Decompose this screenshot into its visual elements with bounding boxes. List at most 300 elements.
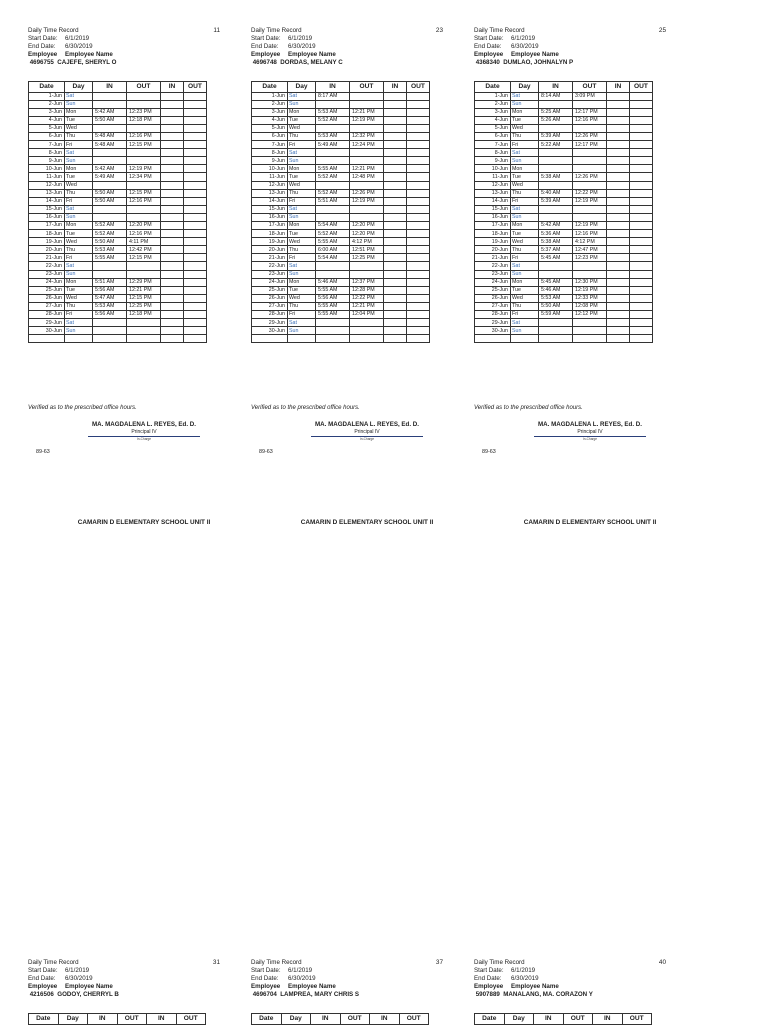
day-cell: Wed — [288, 238, 316, 246]
day-cell: Wed — [288, 181, 316, 189]
dtr-title: Daily Time Record — [474, 959, 525, 966]
table-row — [475, 311, 653, 319]
dtr-header — [474, 27, 674, 75]
time-out-pm-cell — [184, 141, 207, 149]
time-in-cell — [316, 270, 350, 278]
date-cell: 6-Jun — [29, 132, 65, 140]
table-row — [29, 132, 207, 140]
time-out-pm-cell — [630, 278, 653, 286]
date-cell: 5-Jun — [475, 124, 511, 132]
signatory-incharge: In-Charge — [582, 437, 598, 441]
time-in-pm-cell — [161, 108, 184, 116]
time-in-pm-cell — [607, 205, 630, 213]
time-in-pm-cell — [607, 165, 630, 173]
time-out-cell — [127, 92, 161, 100]
date-cell: 25-Jun — [252, 286, 288, 294]
day-cell: Fri — [511, 311, 539, 319]
time-in-pm-cell — [607, 213, 630, 221]
time-out-pm-cell — [184, 116, 207, 124]
date-cell: 13-Jun — [252, 189, 288, 197]
time-in-cell: 5:52 AM — [93, 230, 127, 238]
table-row — [252, 197, 430, 205]
table-row — [252, 327, 430, 335]
time-in-cell — [539, 319, 573, 327]
time-in-pm-cell — [384, 213, 407, 221]
time-in-pm-cell — [384, 189, 407, 197]
table-row — [252, 286, 430, 294]
day-cell: Wed — [288, 124, 316, 132]
time-out-cell: 12:26 PM — [350, 189, 384, 197]
time-out-pm-cell — [630, 149, 653, 157]
date-cell: 30-Jun — [29, 327, 65, 335]
table-row — [252, 205, 430, 213]
time-out-cell: 12:19 PM — [127, 165, 161, 173]
time-out-pm-cell — [407, 294, 430, 302]
time-in-pm-cell — [161, 124, 184, 132]
time-in-cell: 5:52 AM — [316, 116, 350, 124]
time-out-cell: 12:19 PM — [573, 197, 607, 205]
col-out: OUT — [563, 1014, 593, 1025]
time-out-pm-cell — [630, 173, 653, 181]
time-out-cell — [127, 327, 161, 335]
date-cell: 25-Jun — [475, 286, 511, 294]
time-in-cell — [93, 124, 127, 132]
time-out-pm-cell — [630, 238, 653, 246]
date-cell: 6-Jun — [475, 132, 511, 140]
time-out-cell — [127, 100, 161, 108]
day-cell: Thu — [288, 189, 316, 197]
time-in-pm-cell — [384, 246, 407, 254]
table-row — [29, 278, 207, 286]
time-out-cell: 12:15 PM — [127, 189, 161, 197]
dtr-title: Daily Time Record — [28, 27, 79, 34]
time-in-pm-cell — [607, 100, 630, 108]
day-cell: Thu — [65, 132, 93, 140]
time-in-cell: 5:53 AM — [93, 246, 127, 254]
time-out-pm-cell — [407, 278, 430, 286]
day-cell: Sat — [65, 262, 93, 270]
date-cell: 27-Jun — [475, 302, 511, 310]
time-in-cell: 5:53 AM — [316, 132, 350, 140]
time-in-cell — [316, 262, 350, 270]
dtr-card-5 — [251, 959, 451, 1023]
time-in-pm-cell — [384, 278, 407, 286]
time-out-cell — [350, 270, 384, 278]
time-out-cell: 12:16 PM — [127, 197, 161, 205]
day-cell: Sun — [288, 327, 316, 335]
time-in-cell: 5:55 AM — [316, 302, 350, 310]
time-in-cell — [93, 149, 127, 157]
table-row — [475, 327, 653, 335]
time-out-cell — [127, 319, 161, 327]
table-row — [29, 157, 207, 165]
time-out-cell: 12:26 PM — [573, 173, 607, 181]
table-row — [475, 254, 653, 262]
date-cell: 9-Jun — [475, 157, 511, 165]
time-out-cell — [127, 270, 161, 278]
verified-note: Verified as to the prescribed office hours. — [251, 405, 360, 411]
table-row — [29, 230, 207, 238]
time-out-pm-cell — [407, 157, 430, 165]
col-in: IN — [534, 1014, 564, 1025]
time-in-cell: 5:36 AM — [539, 230, 573, 238]
form-code: 89-63 — [36, 449, 50, 455]
time-in-pm-cell — [607, 230, 630, 238]
end-date-label: End Date: — [251, 43, 279, 50]
table-row-blank — [29, 335, 207, 343]
col-in: IN — [311, 1014, 341, 1025]
day-cell: Wed — [288, 294, 316, 302]
table-row — [475, 92, 653, 100]
dtr-table-header — [251, 1013, 429, 1025]
date-cell: 22-Jun — [29, 262, 65, 270]
table-row — [475, 262, 653, 270]
time-in-pm-cell — [161, 141, 184, 149]
time-in-cell — [316, 181, 350, 189]
table-row — [29, 124, 207, 132]
dtr-header — [28, 27, 228, 75]
time-in-cell: 5:50 AM — [93, 189, 127, 197]
table-row — [29, 222, 207, 230]
table-row — [29, 116, 207, 124]
time-in-cell — [316, 149, 350, 157]
time-in-pm-cell — [607, 278, 630, 286]
time-out-pm-cell — [630, 108, 653, 116]
time-in-pm-cell — [161, 230, 184, 238]
time-in-pm-cell — [161, 116, 184, 124]
date-cell: 10-Jun — [252, 165, 288, 173]
date-cell: 12-Jun — [252, 181, 288, 189]
time-in-pm-cell — [384, 222, 407, 230]
employee-id: 4696704 — [252, 991, 277, 998]
time-out-cell — [127, 213, 161, 221]
time-in-cell: 5:47 AM — [93, 294, 127, 302]
col-day: Day — [58, 1014, 88, 1025]
time-out-pm-cell — [630, 157, 653, 165]
time-in-cell: 5:50 AM — [93, 197, 127, 205]
time-in-pm-cell — [384, 92, 407, 100]
time-in-cell: 5:52 AM — [93, 222, 127, 230]
employee-label: Employee — [28, 983, 58, 990]
school-name: CAMARIN D ELEMENTARY SCHOOL UNIT II — [77, 519, 211, 526]
time-in-cell: 5:55 AM — [316, 238, 350, 246]
date-cell: 4-Jun — [252, 116, 288, 124]
time-out-pm-cell — [184, 181, 207, 189]
col-in: IN — [316, 82, 350, 93]
date-cell: 19-Jun — [29, 238, 65, 246]
date-cell: 22-Jun — [475, 262, 511, 270]
day-cell: Sat — [288, 205, 316, 213]
time-in-pm-cell — [607, 132, 630, 140]
table-row — [29, 173, 207, 181]
table-row — [252, 189, 430, 197]
time-in-cell: 5:55 AM — [93, 254, 127, 262]
time-out-cell: 12:21 PM — [350, 165, 384, 173]
date-cell: 4-Jun — [475, 116, 511, 124]
time-out-pm-cell — [184, 286, 207, 294]
time-in-pm-cell — [384, 262, 407, 270]
time-in-cell: 6:00 AM — [316, 246, 350, 254]
date-cell: 2-Jun — [252, 100, 288, 108]
time-in-pm-cell — [384, 230, 407, 238]
time-out-cell: 12:23 PM — [127, 108, 161, 116]
signatory-position: Principal IV — [577, 429, 603, 435]
time-out-cell: 12:12 PM — [573, 311, 607, 319]
day-cell: Fri — [65, 141, 93, 149]
date-cell: 9-Jun — [29, 157, 65, 165]
time-out-pm-cell — [184, 132, 207, 140]
time-out-pm-cell — [630, 213, 653, 221]
dtr-header — [251, 27, 451, 75]
day-cell: Sat — [511, 205, 539, 213]
dtr-title: Daily Time Record — [28, 959, 79, 966]
day-cell: Sun — [511, 270, 539, 278]
time-out-cell — [350, 149, 384, 157]
date-cell: 26-Jun — [29, 294, 65, 302]
start-date-value: 6/1/2019 — [511, 35, 536, 42]
time-in-pm-cell — [607, 311, 630, 319]
day-cell: Sun — [511, 100, 539, 108]
table-row — [29, 108, 207, 116]
time-out-pm-cell — [630, 294, 653, 302]
time-out-cell: 12:47 PM — [573, 246, 607, 254]
time-out-pm-cell — [630, 286, 653, 294]
time-in-pm-cell — [161, 238, 184, 246]
time-out-pm-cell — [630, 92, 653, 100]
employee-id: 5907889 — [475, 991, 500, 998]
time-in-pm-cell — [607, 124, 630, 132]
employee-name: LAMPREA, MARY CHRIS S — [280, 991, 360, 998]
table-row — [475, 278, 653, 286]
time-in-cell: 5:42 AM — [539, 222, 573, 230]
time-in-pm-cell — [384, 197, 407, 205]
time-out-cell: 12:22 PM — [350, 294, 384, 302]
day-cell: Sun — [288, 213, 316, 221]
time-in-cell — [93, 270, 127, 278]
day-cell: Thu — [511, 246, 539, 254]
end-date-value: 6/30/2019 — [65, 975, 93, 982]
table-row — [252, 141, 430, 149]
employee-id: 4368340 — [475, 59, 500, 66]
start-date-value: 6/1/2019 — [65, 35, 90, 42]
signatory-position: Principal IV — [354, 429, 380, 435]
table-row — [252, 181, 430, 189]
time-in-cell: 5:39 AM — [539, 132, 573, 140]
time-out-pm-cell — [184, 92, 207, 100]
time-in-pm-cell — [161, 173, 184, 181]
col-in: IN — [147, 1014, 177, 1025]
time-out-pm-cell — [184, 173, 207, 181]
end-date-value: 6/30/2019 — [65, 43, 93, 50]
table-row — [475, 294, 653, 302]
time-in-pm-cell — [161, 165, 184, 173]
time-out-pm-cell — [184, 238, 207, 246]
employee-label: Employee — [251, 983, 281, 990]
time-out-pm-cell — [407, 319, 430, 327]
date-cell: 2-Jun — [29, 100, 65, 108]
time-in-cell: 5:48 AM — [93, 132, 127, 140]
date-cell: 1-Jun — [252, 92, 288, 100]
time-in-pm-cell — [384, 327, 407, 335]
day-cell: Fri — [511, 197, 539, 205]
table-row — [252, 302, 430, 310]
time-in-cell — [539, 262, 573, 270]
day-cell: Tue — [65, 286, 93, 294]
time-in-cell: 5:50 AM — [539, 302, 573, 310]
date-cell: 12-Jun — [29, 181, 65, 189]
time-out-pm-cell — [407, 149, 430, 157]
time-out-pm-cell — [184, 270, 207, 278]
employee-name-label: Employee Name — [65, 983, 113, 990]
time-in-cell: 5:22 AM — [539, 141, 573, 149]
time-in-pm-cell — [607, 319, 630, 327]
time-out-pm-cell — [407, 173, 430, 181]
day-cell: Thu — [288, 132, 316, 140]
time-out-pm-cell — [184, 246, 207, 254]
time-in-cell — [93, 262, 127, 270]
employee-name: DORDAS, MELANY C — [280, 59, 343, 66]
time-out-pm-cell — [630, 270, 653, 278]
time-in-cell — [93, 327, 127, 335]
time-out-pm-cell — [630, 311, 653, 319]
time-in-cell: 5:51 AM — [93, 278, 127, 286]
col-day: Day — [65, 82, 93, 93]
date-cell: 1-Jun — [475, 92, 511, 100]
day-cell: Fri — [65, 311, 93, 319]
signature-block — [311, 421, 423, 441]
day-cell: Tue — [65, 116, 93, 124]
day-cell: Tue — [511, 116, 539, 124]
time-in-cell: 5:40 AM — [539, 189, 573, 197]
table-row — [252, 262, 430, 270]
col-out: OUT — [622, 1014, 652, 1025]
time-in-pm-cell — [161, 254, 184, 262]
day-cell: Wed — [65, 181, 93, 189]
time-out-cell: 12:16 PM — [127, 230, 161, 238]
col-date: Date — [475, 82, 511, 93]
date-cell: 2-Jun — [475, 100, 511, 108]
dtr-header — [474, 959, 674, 1007]
time-in-cell: 8:14 AM — [539, 92, 573, 100]
start-date-value: 6/1/2019 — [288, 967, 313, 974]
table-row — [475, 238, 653, 246]
dtr-table — [251, 81, 430, 343]
time-out-cell: 12:25 PM — [127, 302, 161, 310]
day-cell: Sun — [65, 327, 93, 335]
day-cell: Wed — [511, 181, 539, 189]
time-out-cell: 12:16 PM — [573, 116, 607, 124]
employee-name-label: Employee Name — [65, 51, 113, 58]
table-row — [29, 302, 207, 310]
time-in-cell: 5:50 AM — [93, 116, 127, 124]
date-cell: 13-Jun — [29, 189, 65, 197]
time-in-cell: 5:38 AM — [539, 238, 573, 246]
end-date-value: 6/30/2019 — [288, 43, 316, 50]
time-out-cell — [350, 213, 384, 221]
school-name: CAMARIN D ELEMENTARY SCHOOL UNIT II — [300, 519, 434, 526]
time-in-pm-cell — [384, 238, 407, 246]
time-in-pm-cell — [161, 181, 184, 189]
time-in-pm-cell — [384, 302, 407, 310]
start-date-value: 6/1/2019 — [288, 35, 313, 42]
time-in-cell: 5:46 AM — [316, 278, 350, 286]
col-date: Date — [29, 82, 65, 93]
time-in-pm-cell — [161, 294, 184, 302]
date-cell: 21-Jun — [29, 254, 65, 262]
time-out-pm-cell — [184, 311, 207, 319]
time-out-cell — [573, 327, 607, 335]
time-out-pm-cell — [407, 132, 430, 140]
table-row — [475, 246, 653, 254]
date-cell: 16-Jun — [252, 213, 288, 221]
time-in-cell: 5:54 AM — [316, 222, 350, 230]
time-out-pm-cell — [184, 222, 207, 230]
end-date-label: End Date: — [474, 43, 502, 50]
time-out-pm-cell — [407, 197, 430, 205]
date-cell: 18-Jun — [252, 230, 288, 238]
table-row — [29, 238, 207, 246]
end-date-value: 6/30/2019 — [511, 43, 539, 50]
time-in-cell: 5:56 AM — [316, 294, 350, 302]
table-row — [29, 286, 207, 294]
employee-name: MANALANG, MA. CORAZON Y — [503, 991, 593, 998]
day-cell: Mon — [511, 108, 539, 116]
date-cell: 26-Jun — [252, 294, 288, 302]
table-row — [29, 311, 207, 319]
time-in-pm-cell — [607, 302, 630, 310]
col-out: OUT — [630, 82, 653, 93]
table-row-blank — [475, 335, 653, 343]
time-in-pm-cell — [384, 173, 407, 181]
table-row — [252, 149, 430, 157]
time-out-pm-cell — [630, 181, 653, 189]
time-in-pm-cell — [607, 246, 630, 254]
time-in-pm-cell — [384, 319, 407, 327]
time-in-cell — [316, 124, 350, 132]
day-cell: Thu — [511, 189, 539, 197]
employee-label: Employee — [28, 51, 58, 58]
end-date-label: End Date: — [251, 975, 279, 982]
table-row — [29, 181, 207, 189]
time-in-pm-cell — [384, 141, 407, 149]
table-row — [475, 189, 653, 197]
time-in-pm-cell — [161, 92, 184, 100]
time-out-cell — [127, 157, 161, 165]
day-cell: Wed — [511, 124, 539, 132]
dtr-table-header — [28, 1013, 206, 1025]
col-in: IN — [593, 1014, 623, 1025]
table-row — [29, 165, 207, 173]
date-cell: 10-Jun — [29, 165, 65, 173]
form-code: 89-63 — [259, 449, 273, 455]
time-out-pm-cell — [184, 157, 207, 165]
time-in-pm-cell — [161, 327, 184, 335]
date-cell: 19-Jun — [475, 238, 511, 246]
table-row — [29, 149, 207, 157]
time-out-pm-cell — [184, 197, 207, 205]
time-out-cell: 12:30 PM — [573, 278, 607, 286]
time-in-pm-cell — [161, 189, 184, 197]
day-cell: Mon — [65, 108, 93, 116]
employee-name: GODOY, CHERRYL B — [57, 991, 119, 998]
time-in-cell: 5:39 AM — [539, 197, 573, 205]
table-row — [475, 270, 653, 278]
signatory-name: MA. MAGDALENA L. REYES, Ed. D. — [315, 421, 419, 428]
time-out-pm-cell — [630, 132, 653, 140]
time-in-pm-cell — [161, 286, 184, 294]
day-cell: Sat — [65, 149, 93, 157]
verified-note: Verified as to the prescribed office hours. — [474, 405, 583, 411]
